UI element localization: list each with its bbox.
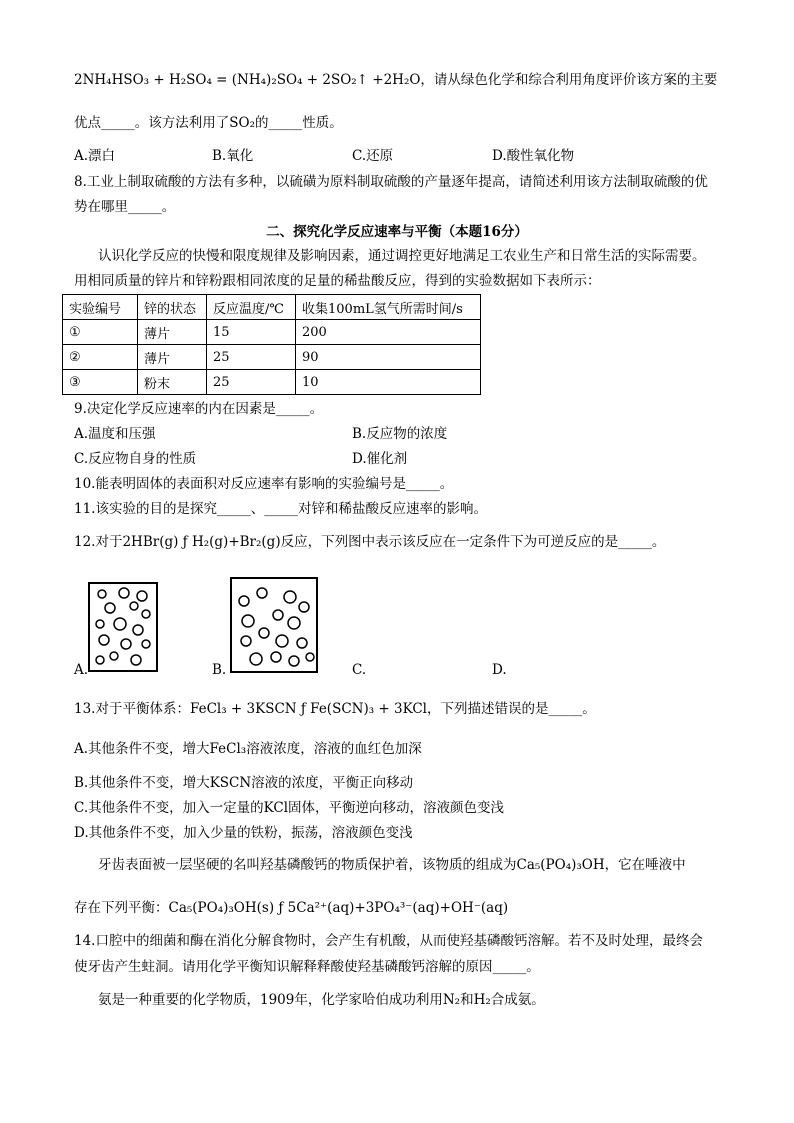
table-header: 收集100mL氢气所需时间/s bbox=[296, 295, 481, 320]
q10-text: 10.能表明固体的表面积对反应速率有影响的实验编号是_____。 bbox=[74, 476, 454, 492]
tooth-line1: 牙齿表面被一层坚硬的名叫羟基磷酸钙的物质保护着，该物质的组成为Ca₅(PO₄)₃OH，它在唾液中 bbox=[98, 857, 686, 873]
table-cell: 10 bbox=[296, 370, 481, 395]
q13-text: 13.对于平衡体系：FeCl₃ + 3KSCN ƒ Fe(SCN)₃ + 3KCl，下列描述错误的是_____。 bbox=[74, 701, 596, 717]
table-cell: 25 bbox=[207, 370, 296, 395]
table-cell: 薄片 bbox=[138, 320, 207, 345]
table-cell: 粉末 bbox=[138, 370, 207, 395]
q11-text: 11.该实验的目的是探究_____、_____对锌和稀盐酸反应速率的影响。 bbox=[74, 501, 487, 517]
table-header-row bbox=[63, 295, 481, 320]
table-header: 实验编号 bbox=[63, 295, 138, 320]
table-cell: ② bbox=[63, 345, 138, 370]
table-cell: 薄片 bbox=[138, 345, 207, 370]
q7-option-b: B.氧化 bbox=[212, 148, 254, 164]
molecule-circles-a bbox=[90, 584, 156, 670]
q9-option-b: B.反应物的浓度 bbox=[352, 426, 448, 442]
q13-option-d: D.其他条件不变，加入少量的铁粉，振荡，溶液颜色变浅 bbox=[74, 825, 413, 841]
q14-line2: 使牙齿产生蛀洞。请用化学平衡知识解释释酸使羟基磷酸钙溶解的原因_____。 bbox=[74, 959, 540, 975]
q8-line1: 8.工业上制取硫酸的方法有多种，以硫磺为原料制取硫酸的产量逐年提高，请简述利用该方法制取硫酸的优 bbox=[74, 174, 708, 190]
table-cell: 25 bbox=[207, 345, 296, 370]
q7-option-c: C.还原 bbox=[352, 148, 394, 164]
intro-line2: 用相同质量的锌片和锌粉跟相同浓度的足量的稀盐酸反应，得到的实验数据如下表所示： bbox=[74, 273, 601, 289]
figure-a-molecules bbox=[88, 582, 158, 672]
q7-equation: 2NH₄HSO₃ + H₂SO₄ = (NH₄)₂SO₄ + 2SO₂↑ +2H₂O，请从绿色化学和综合利用角度评价该方案的主要 bbox=[74, 72, 718, 88]
table-cell: 15 bbox=[207, 320, 296, 345]
q9-option-c: C.反应物自身的性质 bbox=[74, 451, 197, 467]
section-title: 二、探究化学反应速率与平衡（本题16分） bbox=[266, 224, 528, 240]
table-cell: ① bbox=[63, 320, 138, 345]
q8-line2: 势在哪里_____。 bbox=[74, 199, 176, 215]
molecule-circles-b bbox=[232, 579, 316, 671]
q13-option-b: B.其他条件不变，增大KSCN溶液的浓度，平衡正向移动 bbox=[74, 775, 414, 791]
q12-label-a: A. bbox=[74, 662, 89, 678]
q12-label-c: C. bbox=[352, 662, 367, 678]
table-row bbox=[63, 320, 481, 345]
q7-option-d: D.酸性氧化物 bbox=[492, 148, 575, 164]
q14-line1: 14.口腔中的细菌和酶在消化分解食物时，会产生有机酸，从而使羟基磷酸钙溶解。若不及时处理，最终会 bbox=[74, 933, 703, 949]
table-header: 反应温度/℃ bbox=[207, 295, 296, 320]
table-cell: 90 bbox=[296, 345, 481, 370]
q9-text: 9.决定化学反应速率的内在因素是_____。 bbox=[74, 401, 324, 417]
q12-label-b: B. bbox=[212, 662, 227, 678]
q9-option-a: A.温度和压强 bbox=[74, 426, 156, 442]
q12-text: 12.对于2HBr(g) ƒ H₂(g)+Br₂(g)反应，下列图中表示该反应在一定条件下为可逆反应的是_____。 bbox=[74, 534, 666, 550]
figure-b-molecules bbox=[230, 577, 318, 673]
tooth-line2: 存在下列平衡：Ca₅(PO₄)₃OH(s) ƒ 5Ca²⁺(aq)+3PO₄³⁻(aq)+OH⁻(aq) bbox=[74, 900, 509, 916]
table-row bbox=[63, 370, 481, 395]
experiment-table bbox=[62, 294, 481, 395]
table-row bbox=[63, 345, 481, 370]
q9-option-d: D.催化剂 bbox=[352, 451, 408, 467]
table-cell: ③ bbox=[63, 370, 138, 395]
q13-option-c: C.其他条件不变，加入一定量的KCl固体，平衡逆向移动，溶液颜色变浅 bbox=[74, 800, 505, 816]
table-cell: 200 bbox=[296, 320, 481, 345]
table-header: 锌的状态 bbox=[138, 295, 207, 320]
q7-option-a: A.漂白 bbox=[74, 148, 116, 164]
q7-line2: 优点_____。该方法利用了SO₂的_____性质。 bbox=[74, 115, 343, 131]
q13-option-a: A.其他条件不变，增大FeCl₃溶液浓度，溶液的血红色加深 bbox=[74, 741, 422, 757]
intro-line1: 认识化学反应的快慢和限度规律及影响因素，通过调控更好地满足工农业生产和日常生活的实际需要。 bbox=[98, 248, 706, 264]
ammonia-line: 氨是一种重要的化学物质，1909年，化学家哈伯成功利用N₂和H₂合成氨。 bbox=[98, 992, 545, 1008]
q12-label-d: D. bbox=[492, 662, 507, 678]
